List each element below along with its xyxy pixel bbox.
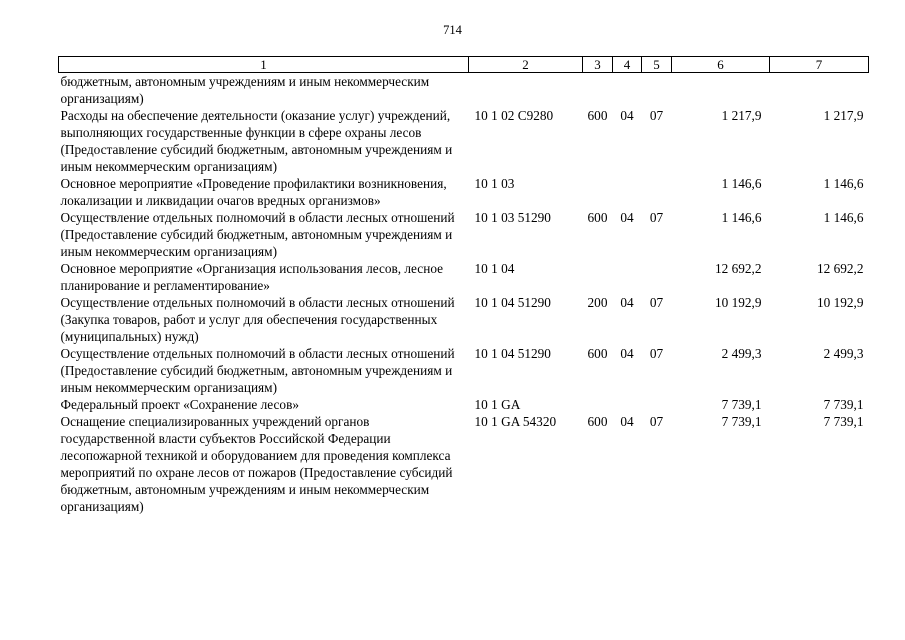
table-row <box>59 209 869 260</box>
row-sum-year1-cell <box>672 73 770 108</box>
row-sum-year1-cell: 7 739,1 <box>721 397 762 412</box>
budget-table <box>58 56 869 515</box>
row-sum-year1-cell: 7 739,1 <box>721 414 762 429</box>
table-row <box>59 175 869 209</box>
row-subsection-cell: 07 <box>649 295 664 310</box>
header-col-6: 6 <box>672 57 770 73</box>
row-expense-type-cell: 600 <box>587 210 608 225</box>
row-section-cell: 04 <box>620 346 634 361</box>
row-sum-year2-cell: 10 192,9 <box>816 295 864 310</box>
row-expense-type-cell: 200 <box>587 295 608 310</box>
row-sum-year2-cell <box>770 73 869 108</box>
row-section-cell <box>613 396 642 413</box>
row-name-cell: Федеральный проект «Сохранение лесов» <box>60 397 300 412</box>
header-col-1: 1 <box>59 57 469 73</box>
table-body <box>59 73 869 516</box>
page-number: 714 <box>443 23 462 37</box>
row-name-cell: Осуществление отдельных полномочий в области лесных отношений (Закупка товаров, работ и услуг для обеспечения государственных (муниципальных) нужд) <box>60 295 455 344</box>
row-code-cell: 10 1 03 51290 <box>474 210 551 225</box>
table-row <box>59 107 869 175</box>
row-sum-year1-cell: 1 146,6 <box>721 210 762 225</box>
row-expense-type-cell <box>583 73 613 108</box>
row-sum-year1-cell: 10 192,9 <box>714 295 762 310</box>
table-row <box>59 413 869 515</box>
row-code-cell: 10 1 GA 54320 <box>474 414 557 429</box>
row-subsection-cell <box>642 175 672 209</box>
row-code-cell: 10 1 GA <box>474 397 521 412</box>
table-row <box>59 396 869 413</box>
row-subsection-cell: 07 <box>649 210 664 225</box>
table-row <box>59 294 869 345</box>
row-code-cell: 10 1 02 С9280 <box>474 108 554 123</box>
row-section-cell: 04 <box>620 414 634 429</box>
row-sum-year2-cell: 7 739,1 <box>823 397 864 412</box>
row-expense-type-cell <box>583 260 613 294</box>
row-subsection-cell: 07 <box>649 346 664 361</box>
row-name-cell: Основное мероприятие «Проведение профилактики возникновения, локализации и ликвидации очагов вредных организмов» <box>60 176 447 208</box>
row-section-cell: 04 <box>620 295 634 310</box>
row-subsection-cell <box>642 260 672 294</box>
row-sum-year1-cell: 2 499,3 <box>721 346 762 361</box>
row-sum-year2-cell: 2 499,3 <box>823 346 864 361</box>
row-subsection-cell <box>642 396 672 413</box>
row-subsection-cell: 07 <box>649 108 664 123</box>
header-col-4: 4 <box>613 57 642 73</box>
table-header <box>59 57 869 73</box>
row-code-cell: 10 1 04 51290 <box>474 346 551 361</box>
row-sum-year2-cell: 7 739,1 <box>823 414 864 429</box>
row-name-cell: Основное мероприятие «Организация использования лесов, лесное планирование и регламентирование» <box>60 261 444 293</box>
header-col-2: 2 <box>469 57 583 73</box>
table-row <box>59 73 869 108</box>
row-section-cell: 04 <box>620 108 634 123</box>
row-sum-year1-cell: 12 692,2 <box>714 261 762 276</box>
row-subsection-cell <box>642 73 672 108</box>
row-section-cell <box>613 175 642 209</box>
row-code-cell: 10 1 03 <box>474 176 515 191</box>
row-sum-year2-cell: 1 146,6 <box>823 176 864 191</box>
row-code-cell: 10 1 04 <box>474 261 515 276</box>
row-expense-type-cell: 600 <box>587 108 608 123</box>
row-subsection-cell: 07 <box>649 414 664 429</box>
row-section-cell <box>613 73 642 108</box>
row-section-cell: 04 <box>620 210 634 225</box>
row-expense-type-cell <box>583 175 613 209</box>
row-name-cell: Осуществление отдельных полномочий в области лесных отношений (Предоставление субсидий бюджетным, автономным учреждениям и иным некоммерческим организациям) <box>60 210 455 259</box>
row-sum-year2-cell: 1 217,9 <box>823 108 864 123</box>
row-sum-year1-cell: 1 146,6 <box>721 176 762 191</box>
row-name-cell: Осуществление отдельных полномочий в области лесных отношений (Предоставление субсидий бюджетным, автономным учреждениям и иным некоммерческим организациям) <box>60 346 455 395</box>
row-name-cell: бюджетным, автономным учреждениям и иным некоммерческим организациям) <box>60 74 430 106</box>
row-code-cell <box>469 73 583 108</box>
header-col-3: 3 <box>583 57 613 73</box>
table-row <box>59 345 869 396</box>
header-col-7: 7 <box>770 57 869 73</box>
row-name-cell: Оснащение специализированных учреждений органов государственной власти субъектов Российской Федерации лесопожарной техникой и оборудованием для проведения комплекса мероприятий по охране лесов от пожаров (Предоставление субсидий бюджетным, автономным учреждениям и иным некоммерческим организациям) <box>60 414 453 514</box>
row-code-cell: 10 1 04 51290 <box>474 295 551 310</box>
row-sum-year1-cell: 1 217,9 <box>721 108 762 123</box>
header-col-5: 5 <box>642 57 672 73</box>
row-name-cell: Расходы на обеспечение деятельности (оказание услуг) учреждений, выполняющих государственные функции в сфере охраны лесов (Предоставление субсидий бюджетным, автономным учреждениям и иным некоммерческим организациям) <box>60 108 453 174</box>
row-sum-year2-cell: 1 146,6 <box>823 210 864 225</box>
header-row <box>59 57 869 73</box>
row-expense-type-cell: 600 <box>587 346 608 361</box>
row-expense-type-cell: 600 <box>587 414 608 429</box>
row-section-cell <box>613 260 642 294</box>
row-expense-type-cell <box>583 396 613 413</box>
row-sum-year2-cell: 12 692,2 <box>816 261 864 276</box>
table-row <box>59 260 869 294</box>
